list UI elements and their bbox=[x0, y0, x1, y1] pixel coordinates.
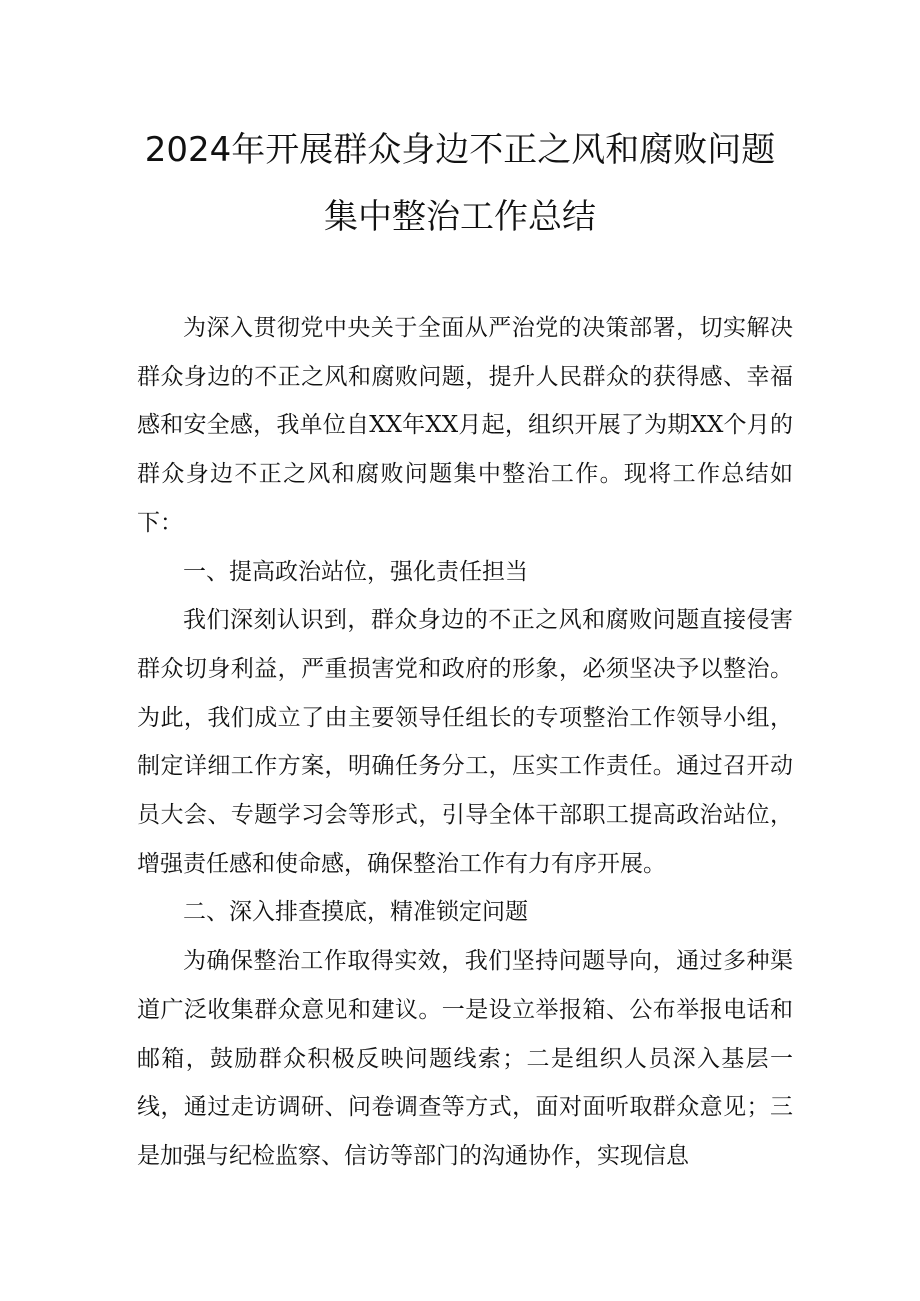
section-2-heading: 二、深入排查摸底，精准锁定问题 bbox=[183, 899, 528, 926]
document-body bbox=[137, 304, 793, 1181]
document-title-line-1: 2024年开展群众身边不正之风和腐败问题 bbox=[144, 130, 776, 170]
section-1-paragraph: 我们深刻认识到，群众身边的不正之风和腐败问题直接侵害群众切身利益，严重损害党和政府的形象，必须坚决予以整治。为此，我们成立了由主要领导任组长的专项整治工作领导小组，制定详细工作方案，明确任务分工，压实工作责任。通过召开动员大会、专题学习会等形式，引导全体干部职工提高政治站位，增强责任感和使命感，确保整治工作有力有序开展。 bbox=[137, 607, 793, 877]
section-2-paragraph: 为确保整治工作取得实效，我们坚持问题导向，通过多种渠道广泛收集群众意见和建议。一是设立举报箱、公布举报电话和邮箱，鼓励群众积极反映问题线索；二是组织人员深入基层一线，通过走访调研、问卷调查等方式，面对面听取群众意见；三是加强与纪检监察、信访等部门的沟通协作，实现信息 bbox=[137, 948, 793, 1169]
section-1-heading: 一、提高政治站位，强化责任担当 bbox=[183, 558, 528, 585]
intro-paragraph: 为深入贯彻党中央关于全面从严治党的决策部署，切实解决群众身边的不正之风和腐败问题，提升人民群众的获得感、幸福感和安全感，我单位自XX年XX月起，组织开展了为期XX个月的群众身边不正之风和腐败问题集中整治工作。现将工作总结如下： bbox=[137, 315, 793, 536]
document-title-line-2: 集中整治工作总结 bbox=[324, 197, 596, 237]
